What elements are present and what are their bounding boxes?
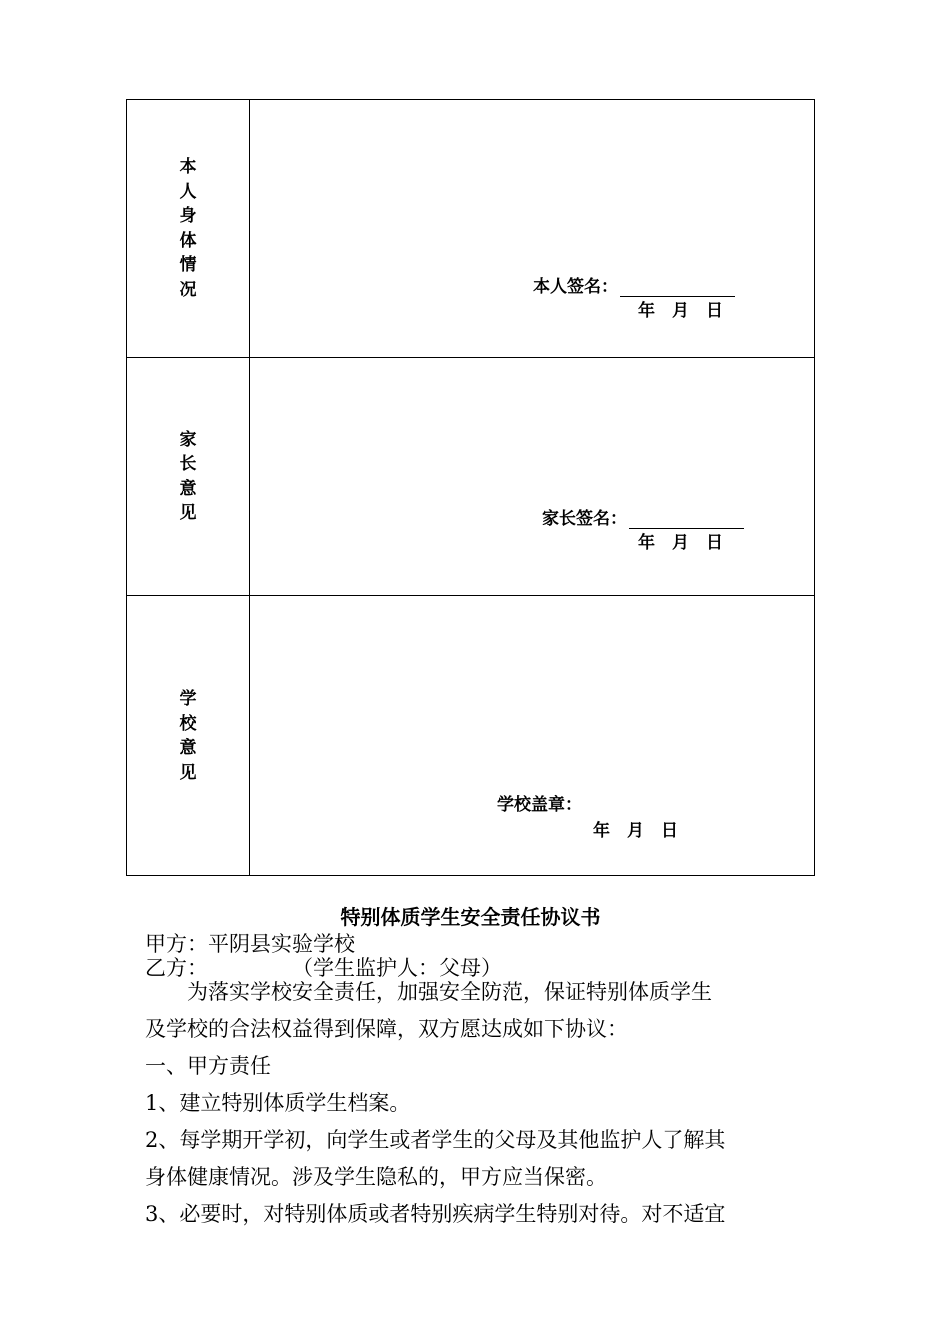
student-signature-label: 本人签名： (533, 277, 618, 297)
label-cell (127, 100, 250, 357)
parent-signature-line[interactable] (629, 510, 744, 529)
row-school-opinion (127, 596, 814, 876)
row-label-physical-condition: 本人身体情况 (179, 157, 197, 300)
school-seal-label: 学校盖章： (497, 795, 582, 815)
info-form-table (126, 99, 815, 876)
student-signature-line[interactable] (620, 278, 735, 297)
label-cell (127, 596, 250, 876)
school-seal (497, 790, 582, 815)
party-b: 乙方： （学生监护人：父母） (145, 956, 502, 980)
item-2-line-1: 2、每学期开学初，向学生或者学生的父母及其他监护人了解其 (145, 1128, 726, 1152)
student-date: 年 月 日 (638, 301, 723, 321)
row-label-parent-opinion: 家长意见 (179, 429, 197, 523)
intro-line-2: 及学校的合法权益得到保障，双方愿达成如下协议： (145, 1017, 628, 1041)
agreement-title: 特别体质学生安全责任协议书 (340, 905, 601, 929)
item-2-line-2: 身体健康情况。涉及学生隐私的，甲方应当保密。 (145, 1165, 607, 1189)
parent-date: 年 月 日 (638, 533, 723, 553)
parent-signature (542, 504, 744, 529)
label-cell (127, 358, 250, 595)
section-heading-party-a: 一、甲方责任 (145, 1054, 271, 1078)
parent-signature-label: 家长签名： (542, 509, 627, 529)
row-label-school-opinion: 学校意见 (179, 689, 197, 783)
item-1: 1、建立特别体质学生档案。 (145, 1091, 411, 1115)
school-date: 年 月 日 (593, 821, 678, 841)
party-a: 甲方：平阴县实验学校 (145, 932, 355, 956)
item-3-line-1: 3、必要时，对特别体质或者特别疾病学生特别对待。对不适宜 (145, 1202, 726, 1226)
intro-line-1: 为落实学校安全责任，加强安全防范，保证特别体质学生 (145, 980, 712, 1004)
row-physical-condition (127, 100, 814, 358)
row-parent-opinion (127, 358, 814, 596)
student-signature (533, 272, 735, 297)
